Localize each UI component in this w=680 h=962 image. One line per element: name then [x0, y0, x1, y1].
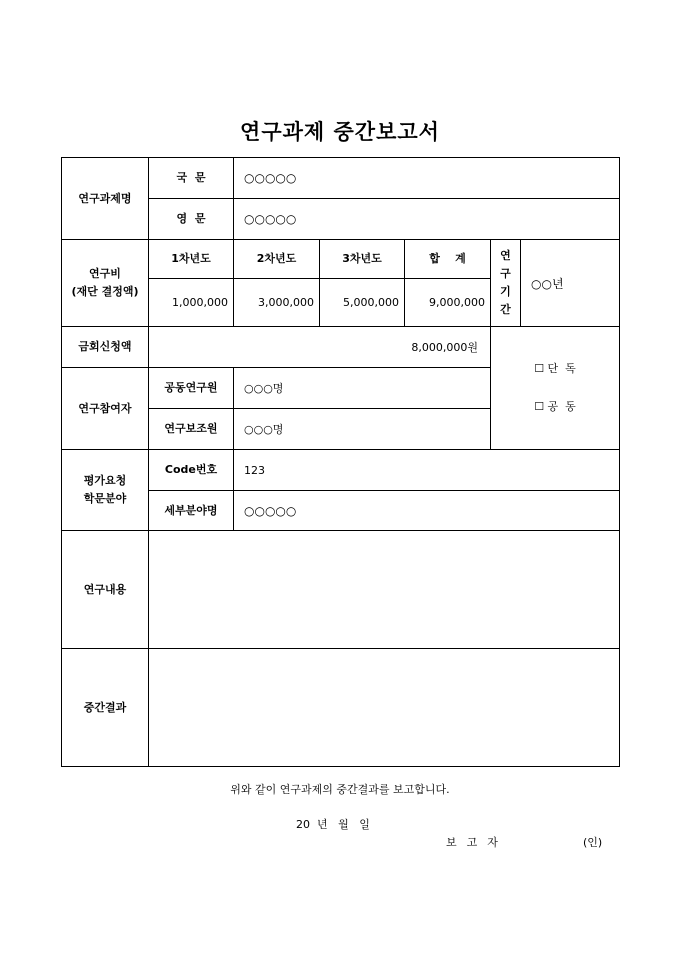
year1-amount[interactable]: 1,000,000 — [149, 279, 234, 327]
code-number-label: Code번호 — [149, 450, 234, 491]
subfield-name-field[interactable]: ○○○○○ — [234, 491, 620, 531]
korean-title-label: 국 문 — [149, 158, 234, 199]
participants-label: 연구참여자 — [62, 368, 149, 450]
year2-amount[interactable]: 3,000,000 — [234, 279, 320, 327]
research-content-field[interactable] — [149, 531, 620, 649]
budget-label — [62, 240, 149, 327]
period-char: 기 — [500, 285, 511, 298]
budget-label-line1: 연구비 — [89, 267, 121, 280]
year1-header: 1차년도 — [149, 240, 234, 279]
participation-type — [491, 327, 620, 450]
report-statement: 위와 같이 연구과제의 중간결과를 보고합니다. — [230, 783, 450, 796]
application-amount-field[interactable]: 8,000,000원 — [149, 327, 491, 368]
english-title-label: 영 문 — [149, 199, 234, 240]
period-char: 구 — [500, 267, 511, 280]
code-number-field[interactable]: 123 — [234, 450, 620, 491]
project-name-label: 연구과제명 — [62, 158, 149, 240]
research-period-field[interactable]: ○○년 — [521, 240, 620, 327]
research-period-label — [491, 240, 521, 327]
report-date: 20 년 월 일 — [296, 818, 370, 831]
korean-title-field[interactable]: ○○○○○ — [234, 158, 620, 199]
checkbox-single[interactable]: ☐ 단 독 — [534, 362, 576, 375]
application-amount-label: 금회신청액 — [62, 327, 149, 368]
co-researcher-field[interactable]: ○○○명 — [234, 368, 491, 409]
evaluation-field-label — [62, 450, 149, 531]
period-char: 간 — [500, 303, 511, 316]
total-header: 합 계 — [405, 240, 491, 279]
checkbox-joint[interactable]: ☐ 공 동 — [534, 400, 576, 413]
co-researcher-label: 공동연구원 — [149, 368, 234, 409]
report-form-table — [61, 157, 620, 767]
seal-mark: (인) — [583, 836, 603, 849]
interim-result-field[interactable] — [149, 649, 620, 767]
subfield-name-label: 세부분야명 — [149, 491, 234, 531]
evaluation-label-line2: 학문분야 — [83, 492, 127, 505]
year2-header: 2차년도 — [234, 240, 320, 279]
assistant-field[interactable]: ○○○명 — [234, 409, 491, 450]
evaluation-label-line1: 평가요청 — [83, 474, 127, 487]
year3-header: 3차년도 — [320, 240, 405, 279]
research-content-label: 연구내용 — [62, 531, 149, 649]
reporter-label: 보고자 — [446, 836, 508, 849]
interim-result-label: 중간결과 — [62, 649, 149, 767]
total-amount[interactable]: 9,000,000 — [405, 279, 491, 327]
assistant-label: 연구보조원 — [149, 409, 234, 450]
period-char: 연 — [500, 249, 511, 262]
page-title: 연구과제 중간보고서 — [240, 120, 440, 144]
english-title-field[interactable]: ○○○○○ — [234, 199, 620, 240]
year3-amount[interactable]: 5,000,000 — [320, 279, 405, 327]
budget-label-line2: (재단 결정액) — [71, 285, 139, 298]
